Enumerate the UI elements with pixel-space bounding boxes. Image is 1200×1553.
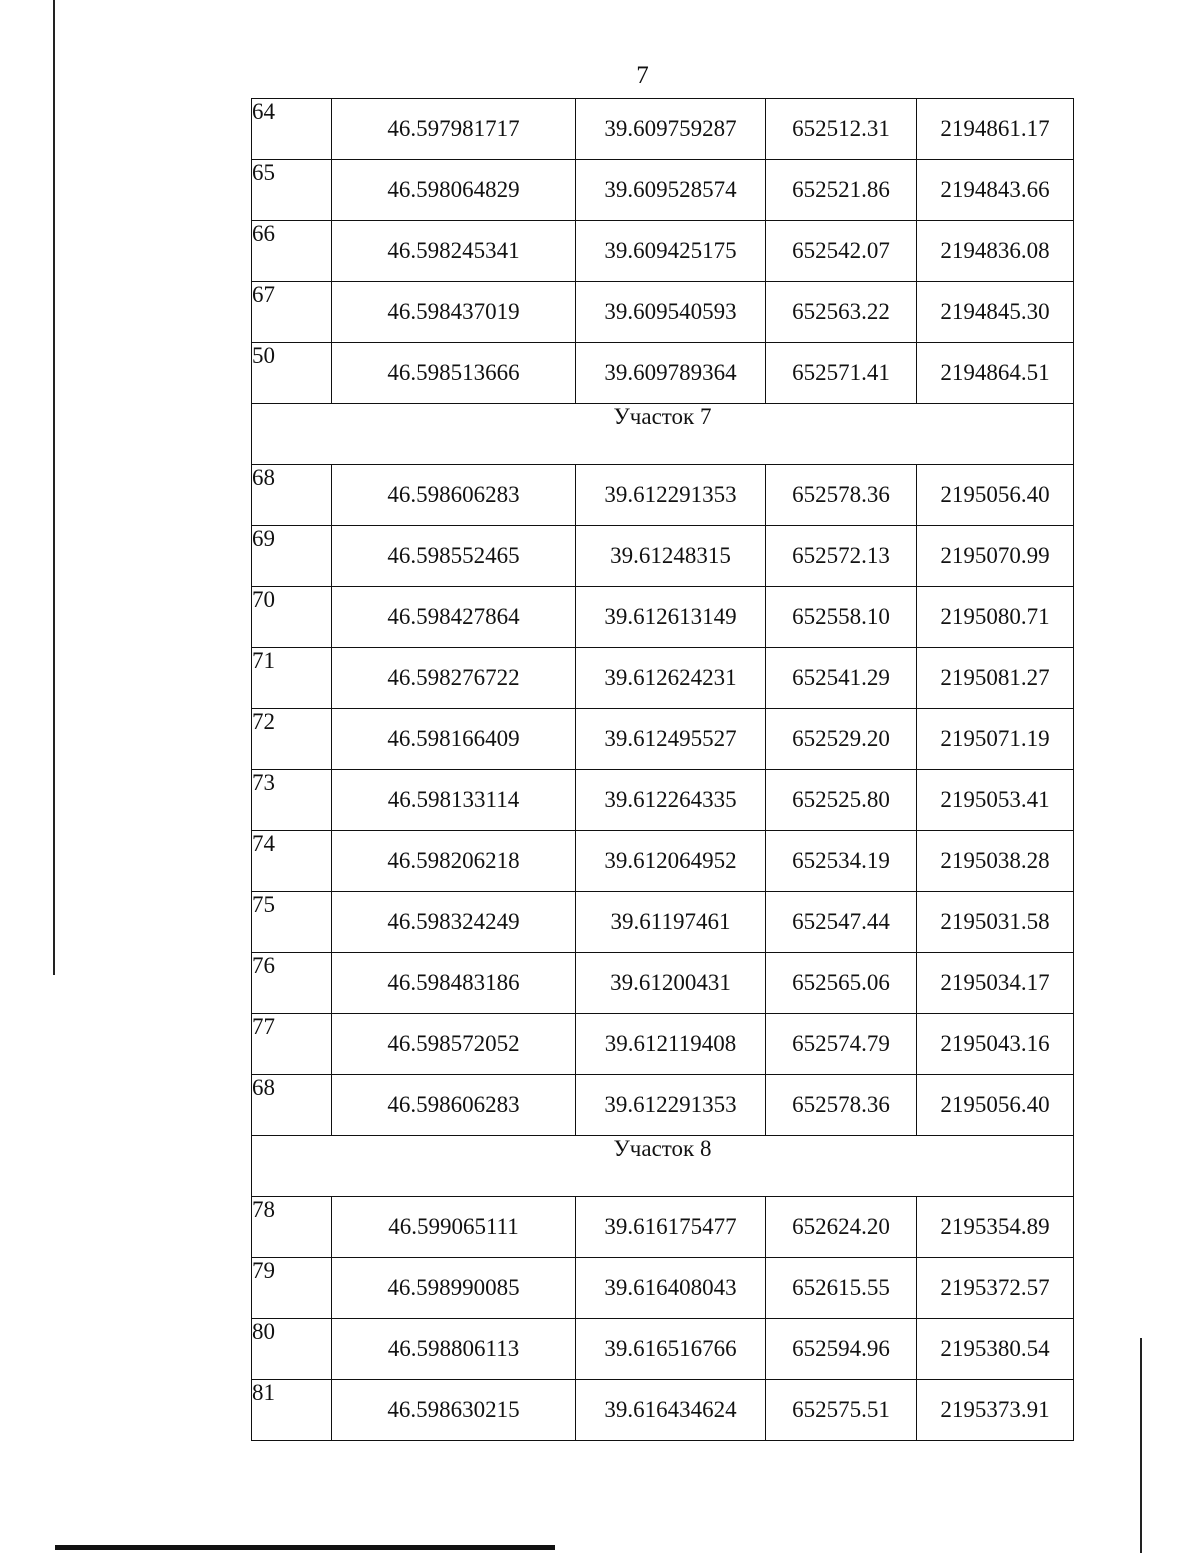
table-row: [252, 587, 1074, 648]
page-number: 7: [636, 62, 649, 89]
y-coordinate-cell: 2195354.89: [917, 1197, 1074, 1258]
table-row: [252, 343, 1074, 404]
table-row: [252, 1380, 1074, 1441]
longitude-cell: 39.612613149: [576, 587, 766, 648]
scan-edge-line-left: [53, 0, 55, 975]
section-header-row: [252, 1136, 1074, 1197]
y-coordinate-cell: 2195031.58: [917, 892, 1074, 953]
latitude-cell: 46.598552465: [332, 526, 576, 587]
x-coordinate-cell: 652624.20: [766, 1197, 917, 1258]
table-row: [252, 1014, 1074, 1075]
x-coordinate-cell: 652525.80: [766, 770, 917, 831]
latitude-cell: 46.598606283: [332, 1075, 576, 1136]
longitude-cell: 39.61248315: [576, 526, 766, 587]
latitude-cell: 46.598427864: [332, 587, 576, 648]
point-number-cell: 80: [252, 1319, 332, 1380]
x-coordinate-cell: 652574.79: [766, 1014, 917, 1075]
x-coordinate-cell: 652512.31: [766, 99, 917, 160]
table-row: [252, 892, 1074, 953]
latitude-cell: 46.598206218: [332, 831, 576, 892]
x-coordinate-cell: 652575.51: [766, 1380, 917, 1441]
y-coordinate-cell: 2195071.19: [917, 709, 1074, 770]
coordinates-table: [251, 98, 1074, 1441]
latitude-cell: 46.597981717: [332, 99, 576, 160]
point-number-cell: 50: [252, 343, 332, 404]
y-coordinate-cell: 2194864.51: [917, 343, 1074, 404]
x-coordinate-cell: 652521.86: [766, 160, 917, 221]
x-coordinate-cell: 652541.29: [766, 648, 917, 709]
y-coordinate-cell: 2195080.71: [917, 587, 1074, 648]
y-coordinate-cell: 2195372.57: [917, 1258, 1074, 1319]
y-coordinate-cell: 2195056.40: [917, 465, 1074, 526]
latitude-cell: 46.598572052: [332, 1014, 576, 1075]
longitude-cell: 39.612264335: [576, 770, 766, 831]
longitude-cell: 39.612291353: [576, 465, 766, 526]
point-number-cell: 64: [252, 99, 332, 160]
point-number-cell: 74: [252, 831, 332, 892]
section-label: Участок 7: [252, 404, 1074, 465]
latitude-cell: 46.598064829: [332, 160, 576, 221]
longitude-cell: 39.609789364: [576, 343, 766, 404]
longitude-cell: 39.609425175: [576, 221, 766, 282]
latitude-cell: 46.598806113: [332, 1319, 576, 1380]
y-coordinate-cell: 2194845.30: [917, 282, 1074, 343]
point-number-cell: 67: [252, 282, 332, 343]
x-coordinate-cell: 652529.20: [766, 709, 917, 770]
coordinates-table-body: [252, 99, 1074, 1441]
latitude-cell: 46.598437019: [332, 282, 576, 343]
longitude-cell: 39.61200431: [576, 953, 766, 1014]
point-number-cell: 71: [252, 648, 332, 709]
point-number-cell: 73: [252, 770, 332, 831]
table-row: [252, 99, 1074, 160]
x-coordinate-cell: 652563.22: [766, 282, 917, 343]
point-number-cell: 69: [252, 526, 332, 587]
point-number-cell: 78: [252, 1197, 332, 1258]
y-coordinate-cell: 2195070.99: [917, 526, 1074, 587]
y-coordinate-cell: 2195373.91: [917, 1380, 1074, 1441]
y-coordinate-cell: 2195038.28: [917, 831, 1074, 892]
latitude-cell: 46.598133114: [332, 770, 576, 831]
point-number-cell: 66: [252, 221, 332, 282]
table-row: [252, 953, 1074, 1014]
point-number-cell: 79: [252, 1258, 332, 1319]
longitude-cell: 39.612291353: [576, 1075, 766, 1136]
y-coordinate-cell: 2194843.66: [917, 160, 1074, 221]
x-coordinate-cell: 652571.41: [766, 343, 917, 404]
table-row: [252, 465, 1074, 526]
longitude-cell: 39.61197461: [576, 892, 766, 953]
latitude-cell: 46.598513666: [332, 343, 576, 404]
section-label: Участок 8: [252, 1136, 1074, 1197]
table-row: [252, 648, 1074, 709]
scan-edge-line-bottom: [55, 1545, 555, 1550]
x-coordinate-cell: 652615.55: [766, 1258, 917, 1319]
longitude-cell: 39.616434624: [576, 1380, 766, 1441]
latitude-cell: 46.598990085: [332, 1258, 576, 1319]
longitude-cell: 39.616175477: [576, 1197, 766, 1258]
latitude-cell: 46.598606283: [332, 465, 576, 526]
table-row: [252, 221, 1074, 282]
latitude-cell: 46.598324249: [332, 892, 576, 953]
point-number-cell: 68: [252, 465, 332, 526]
latitude-cell: 46.598166409: [332, 709, 576, 770]
section-header-row: [252, 404, 1074, 465]
table-row: [252, 1075, 1074, 1136]
point-number-cell: 76: [252, 953, 332, 1014]
point-number-cell: 65: [252, 160, 332, 221]
x-coordinate-cell: 652594.96: [766, 1319, 917, 1380]
table-row: [252, 1197, 1074, 1258]
point-number-cell: 70: [252, 587, 332, 648]
x-coordinate-cell: 652572.13: [766, 526, 917, 587]
longitude-cell: 39.609540593: [576, 282, 766, 343]
x-coordinate-cell: 652542.07: [766, 221, 917, 282]
table-row: [252, 831, 1074, 892]
longitude-cell: 39.616516766: [576, 1319, 766, 1380]
y-coordinate-cell: 2195081.27: [917, 648, 1074, 709]
latitude-cell: 46.598630215: [332, 1380, 576, 1441]
longitude-cell: 39.609528574: [576, 160, 766, 221]
x-coordinate-cell: 652558.10: [766, 587, 917, 648]
table-row: [252, 709, 1074, 770]
point-number-cell: 75: [252, 892, 332, 953]
latitude-cell: 46.599065111: [332, 1197, 576, 1258]
table-row: [252, 526, 1074, 587]
table-row: [252, 770, 1074, 831]
y-coordinate-cell: 2194836.08: [917, 221, 1074, 282]
y-coordinate-cell: 2195056.40: [917, 1075, 1074, 1136]
y-coordinate-cell: 2195043.16: [917, 1014, 1074, 1075]
longitude-cell: 39.612064952: [576, 831, 766, 892]
table-row: [252, 1319, 1074, 1380]
table-row: [252, 282, 1074, 343]
latitude-cell: 46.598276722: [332, 648, 576, 709]
point-number-cell: 77: [252, 1014, 332, 1075]
longitude-cell: 39.612624231: [576, 648, 766, 709]
y-coordinate-cell: 2194861.17: [917, 99, 1074, 160]
longitude-cell: 39.609759287: [576, 99, 766, 160]
x-coordinate-cell: 652534.19: [766, 831, 917, 892]
x-coordinate-cell: 652547.44: [766, 892, 917, 953]
x-coordinate-cell: 652565.06: [766, 953, 917, 1014]
table-row: [252, 1258, 1074, 1319]
longitude-cell: 39.616408043: [576, 1258, 766, 1319]
scan-edge-line-right: [1140, 1338, 1142, 1553]
point-number-cell: 68: [252, 1075, 332, 1136]
point-number-cell: 81: [252, 1380, 332, 1441]
longitude-cell: 39.612119408: [576, 1014, 766, 1075]
x-coordinate-cell: 652578.36: [766, 1075, 917, 1136]
y-coordinate-cell: 2195380.54: [917, 1319, 1074, 1380]
table-row: [252, 160, 1074, 221]
x-coordinate-cell: 652578.36: [766, 465, 917, 526]
longitude-cell: 39.612495527: [576, 709, 766, 770]
latitude-cell: 46.598483186: [332, 953, 576, 1014]
point-number-cell: 72: [252, 709, 332, 770]
latitude-cell: 46.598245341: [332, 221, 576, 282]
y-coordinate-cell: 2195034.17: [917, 953, 1074, 1014]
y-coordinate-cell: 2195053.41: [917, 770, 1074, 831]
